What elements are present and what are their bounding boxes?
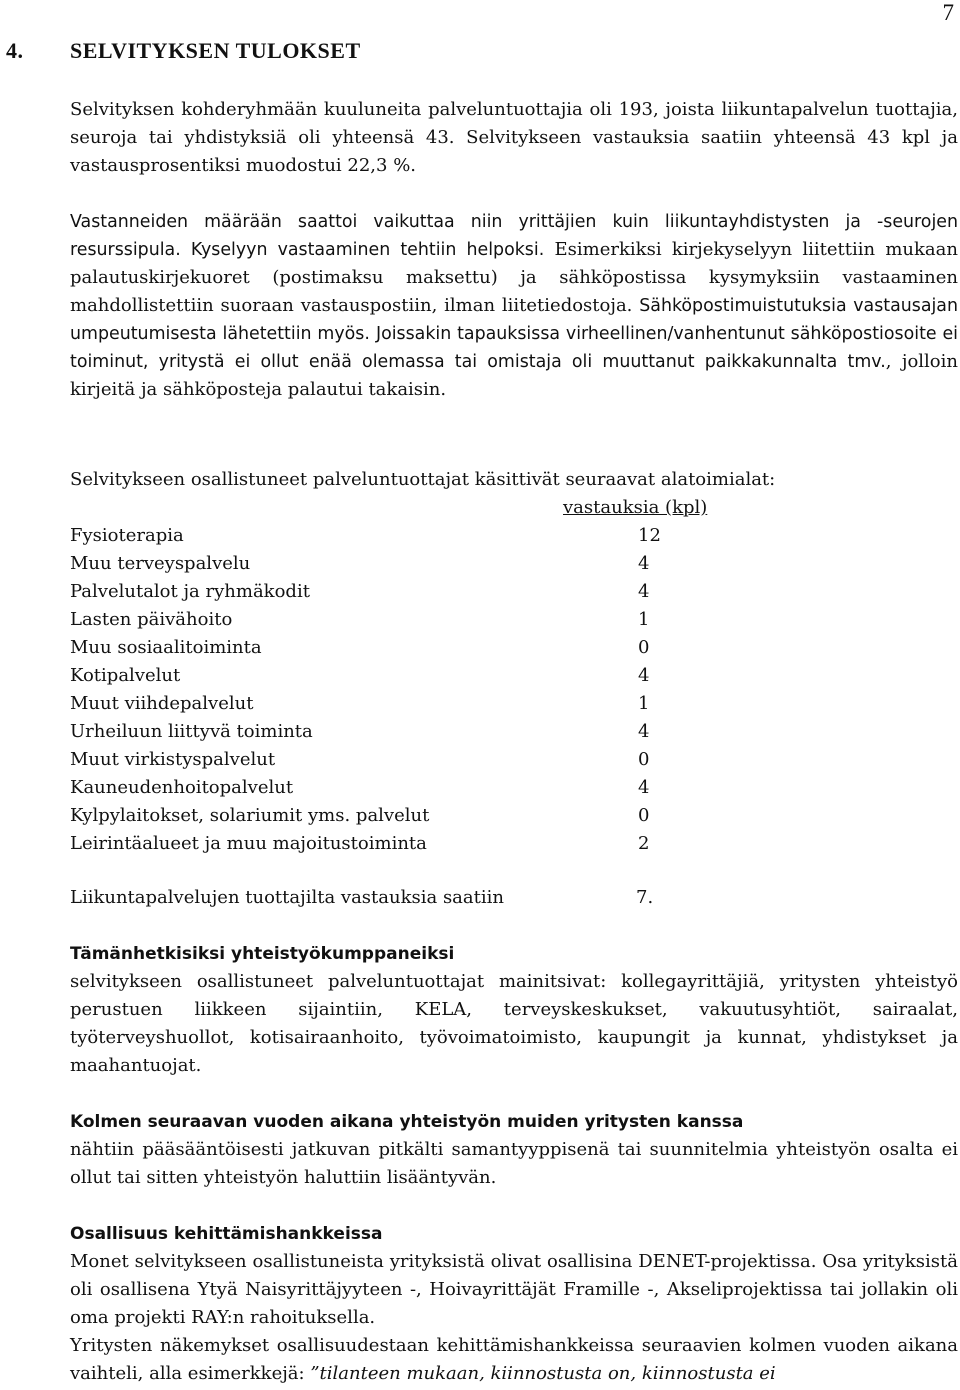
row-count: 1 bbox=[638, 693, 650, 714]
intro-paragraph-2 bbox=[70, 208, 958, 404]
table-row bbox=[70, 802, 770, 830]
subindustry-table bbox=[70, 522, 770, 858]
row-count: 12 bbox=[638, 525, 661, 546]
projects-paragraph-1: Monet selvitykseen osallistuneista yrityksistä olivat osallisina DENET-projektissa. Osa yrityksistä oli osallisena Ytyä Naisyrittäjyyteen -, Hoivayrittäjät Framille -, Akseliprojektissa tai jollakin oli oma projekti RAY:n rahoituksella. bbox=[70, 1251, 958, 1328]
intro-paragraph-1: Selvityksen kohderyhmään kuuluneita palveluntuottajia oli 193, joista liikuntapalvelun tuottajia, seuroja tai yhdistyksiä oli yhteensä 43. Selvitykseen vastauksia saatiin yhteensä 43 kpl ja vastausprosentiksi muodostui 22,3 %. bbox=[70, 99, 958, 176]
row-count: 0 bbox=[638, 749, 650, 770]
projects-p2-plain: Yritysten näkemykset osallisuudestaan kehittämishankkeissa seuraavien kolmen vuoden aikana vaihteli, alla esimerkkejä: bbox=[70, 1335, 958, 1384]
table-row bbox=[70, 718, 770, 746]
row-name: Muu sosiaalitoiminta bbox=[70, 637, 262, 658]
row-count: 4 bbox=[638, 553, 650, 574]
section-title: SELVITYKSEN TULOKSET bbox=[70, 38, 361, 63]
row-name: Muut virkistyspalvelut bbox=[70, 749, 276, 770]
row-name: Fysioterapia bbox=[70, 525, 184, 546]
row-name: Kauneudenhoitopalvelut bbox=[70, 777, 294, 798]
future-heading: Kolmen seuraavan vuoden aikana yhteistyön muiden yritysten kanssa bbox=[70, 1112, 744, 1132]
projects-section bbox=[70, 1220, 958, 1332]
section-number: 4. bbox=[6, 38, 24, 63]
projects-paragraph-2 bbox=[70, 1332, 958, 1388]
row-name: Leirintäalueet ja muu majoitustoiminta bbox=[70, 833, 427, 854]
table-row bbox=[70, 606, 770, 634]
table-row bbox=[70, 746, 770, 774]
projects-p2-quote: ”tilanteen mukaan, kiinnostusta on, kiinnostusta ei bbox=[310, 1363, 776, 1384]
table-row bbox=[70, 774, 770, 802]
row-count: 1 bbox=[638, 609, 650, 630]
intro-p2-part-a: Vastanneiden määrään saattoi vaikuttaa niin yrittäjien kuin liikuntayhdistysten ja -seurojen resurssipula. Kyselyyn vastaaminen tehtiin helpoksi. bbox=[70, 212, 958, 260]
row-name: Kylpylaitokset, solariumit yms. palvelut bbox=[70, 805, 430, 826]
row-count: 0 bbox=[638, 805, 650, 826]
table-lead-text: Selvitykseen osallistuneet palveluntuottajat käsittivät seuraavat alatoimialat: bbox=[70, 469, 776, 490]
table-row bbox=[70, 578, 770, 606]
page-number: 7 bbox=[942, 0, 954, 25]
partners-text: selvitykseen osallistuneet palveluntuottajat mainitsivat: kollegayrittäjiä, yritysten yhteistyö perustuen liikkeen sijaintiin, KELA, terveyskeskukset, vakuutusyhtiöt, sairaalat, työterveyshuollot, kotisairaanhoito, työvoimatoimisto, kaupungit ja kunnat, yhdistykset ja maahantuojat. bbox=[70, 971, 958, 1076]
intro-p2-part-b: Esimerkiksi kirjekyselyyn liitettiin mukaan palautuskirjekuoret (postimaksu maksettu) ja sähköpostissa kysymyksiin vastaaminen mahdollistettiin suoraan vastauspostiin, ilman liitetiedostoja. bbox=[70, 239, 958, 316]
table-row bbox=[70, 550, 770, 578]
row-name: Muu terveyspalvelu bbox=[70, 553, 251, 574]
future-text: nähtiin pääsääntöisesti jatkuvan pitkälti samantyyppisenä tai suunnitelmia yhteistyön osalta ei ollut tai sitten yhteistyön haluttiin lisääntyvän. bbox=[70, 1139, 958, 1188]
summary-label: Liikuntapalvelujen tuottajilta vastauksia saatiin bbox=[70, 887, 504, 908]
intro-p2-part-e: , jolloin kirjeitä ja sähköposteja palautui takaisin. bbox=[70, 351, 958, 400]
table-row bbox=[70, 830, 770, 858]
future-section bbox=[70, 1108, 958, 1192]
section-heading bbox=[6, 38, 361, 64]
projects-heading: Osallisuus kehittämishankkeissa bbox=[70, 1224, 383, 1244]
partners-heading: Tämänhetkisiksi yhteistyökumppaneiksi bbox=[70, 944, 455, 964]
summary-value: 7. bbox=[636, 887, 654, 908]
intro-p2-part-d: Joissakin tapauksissa virheellinen/vanhentunut sähköpostiosoite ei toiminut, yritystä ei ollut enää olemassa tai omistaja oli muuttanut paikkakunnalta tmv. bbox=[70, 324, 958, 372]
row-count: 4 bbox=[638, 581, 650, 602]
table-row bbox=[70, 522, 770, 550]
table-column-header: vastauksia (kpl) bbox=[563, 497, 708, 518]
table-row bbox=[70, 690, 770, 718]
partners-section bbox=[70, 940, 958, 1080]
row-name: Palvelutalot ja ryhmäkodit bbox=[70, 581, 310, 602]
row-name: Urheiluun liittyvä toiminta bbox=[70, 721, 313, 742]
table-row bbox=[70, 634, 770, 662]
row-count: 4 bbox=[638, 721, 650, 742]
row-count: 4 bbox=[638, 777, 650, 798]
row-name: Muut viihdepalvelut bbox=[70, 693, 254, 714]
row-count: 4 bbox=[638, 665, 650, 686]
summary-line bbox=[70, 884, 654, 912]
intro-p2-part-c: Sähköpostimuistutuksia vastausajan umpeutumisesta lähetettiin myös. bbox=[70, 296, 958, 344]
row-count: 0 bbox=[638, 637, 650, 658]
row-name: Lasten päivähoito bbox=[70, 609, 233, 630]
row-count: 2 bbox=[638, 833, 650, 854]
row-name: Kotipalvelut bbox=[70, 665, 181, 686]
table-row bbox=[70, 662, 770, 690]
